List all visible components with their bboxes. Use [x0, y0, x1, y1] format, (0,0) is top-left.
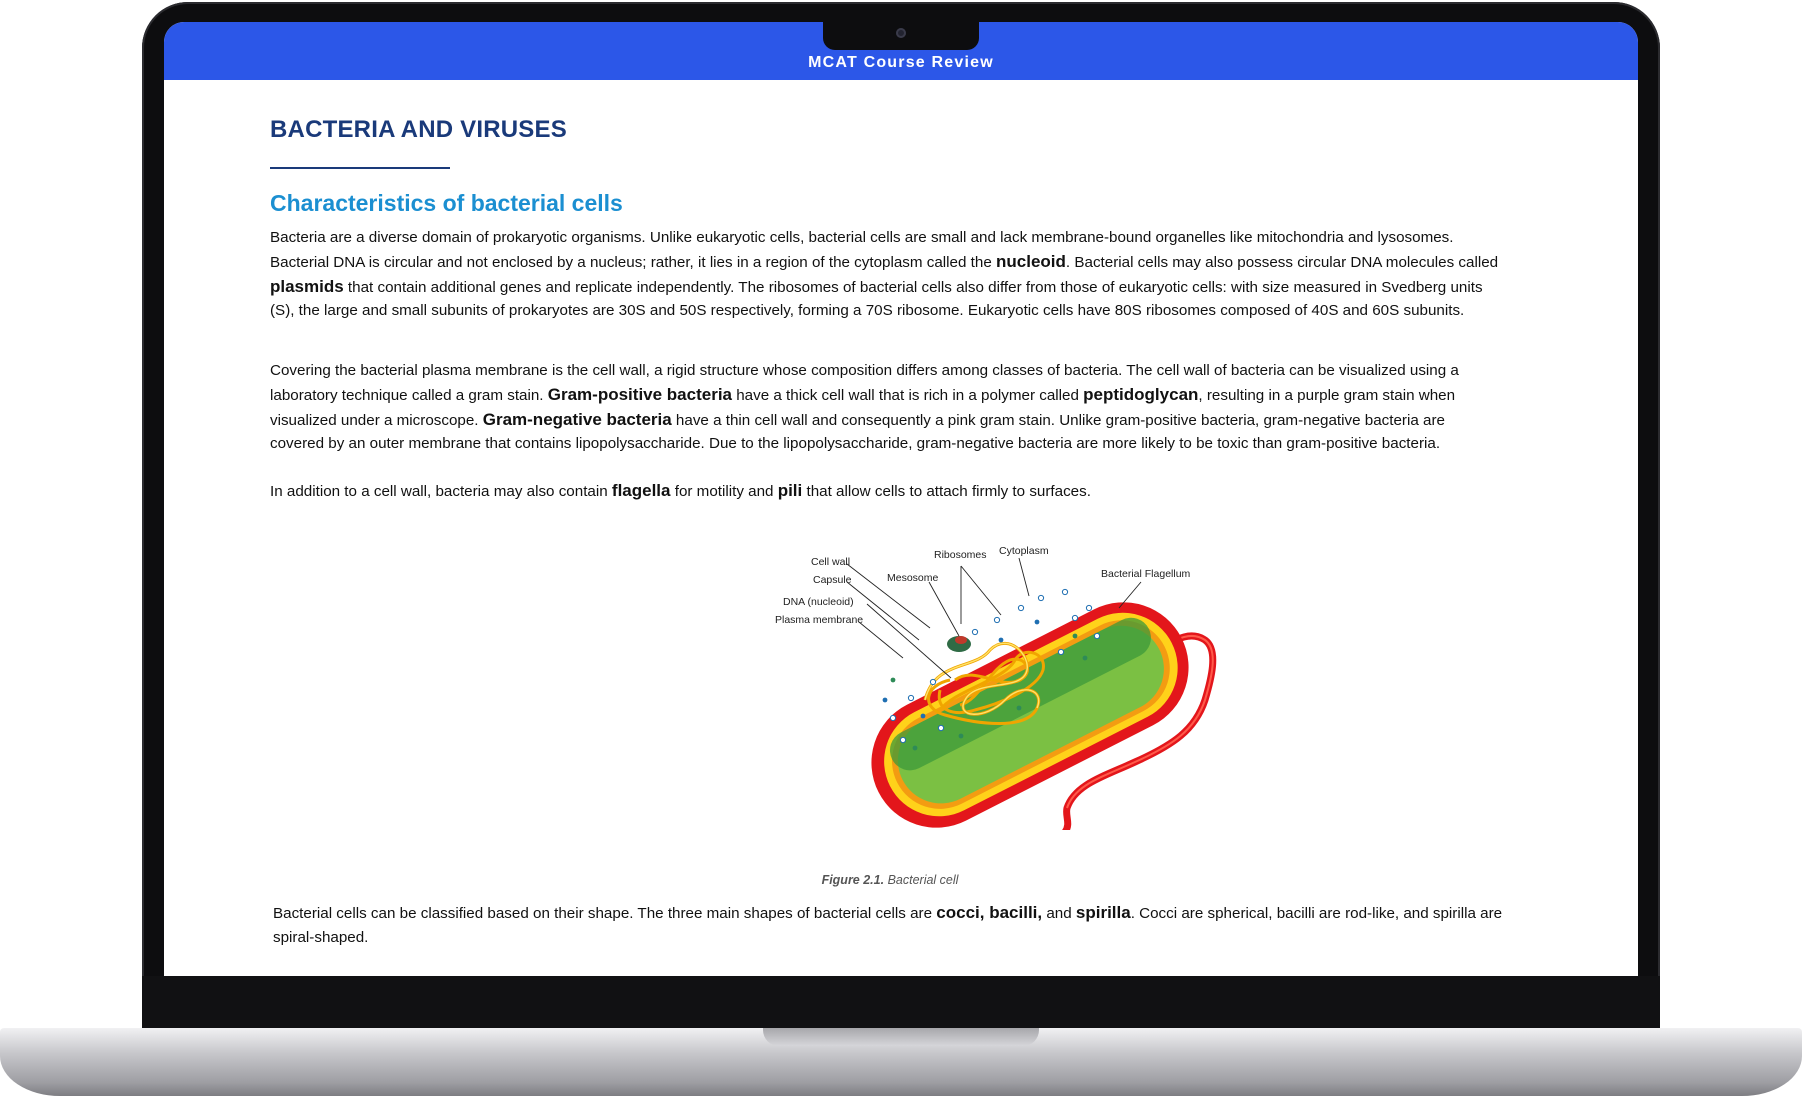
screen-notch [823, 21, 979, 50]
term-plasmids: plasmids [270, 276, 344, 296]
paragraph-text: for motility and [670, 483, 778, 500]
paragraph-text: , resulting in a purple gram stain when visualized under a microscope. [270, 386, 1456, 429]
paragraph-text: Covering the bacterial plasma membrane is the cell wall, a rigid structure whose composition differs among classes of bacteria. The cell wall of bacteria can be visualized using a laboratory technique called a gram stain. [270, 362, 1459, 404]
bacterial-cell-illustration [775, 540, 1275, 830]
paragraph-prokaryotes [270, 226, 1502, 323]
paragraph-text: . Cocci are spherical, bacilli are rod-like, and spirilla are spiral-shaped. [273, 905, 1503, 946]
term-peptidoglycan: peptidoglycan [1083, 384, 1199, 404]
paragraph-text: that allow cells to attach firmly to surfaces. [802, 483, 1091, 500]
screen [164, 22, 1638, 976]
term-nucleoid: nucleoid [996, 251, 1066, 271]
figure-caption-text: Bacterial cell [884, 873, 959, 887]
term-pili: pili [777, 481, 803, 500]
paragraph-text: and [1042, 905, 1076, 922]
app-title: MCAT Course Review [808, 54, 994, 71]
paragraph-text: have a thin cell wall and consequently a pink gram stain. Unlike gram-positive bacteria, gram-negative bacteria are covered by an outer membrane that contains lipopolysaccharide. Due to the lipopolysaccharide, gram-negative bacteria are more likely to be toxic than gram-positive bacteria. [270, 411, 1445, 453]
label-bacterial-flagellum: Bacterial Flagellum [1101, 568, 1191, 580]
paragraph-text: that contain additional genes and replicate independently. The ribosomes of bacterial cells also differ from those of eukaryotic cells: with size measured in Svedberg units (S), the large and small subunits of prokaryotes are 30S and 50S respectively, forming a 70S ribosome. Eukaryotic cells have 80S ribosomes composed of 40S and 60S subunits. [270, 278, 1483, 320]
paragraph-text: . Bacterial cells may also possess circular DNA molecules called [1065, 253, 1499, 271]
cell-body [849, 580, 1211, 830]
webcam-icon [896, 28, 906, 38]
paragraph-bacterial-shapes [273, 901, 1505, 950]
paragraph-flagella-pili [270, 479, 1502, 504]
paragraph-cell-wall [270, 359, 1502, 456]
label-capsule: Capsule [813, 574, 852, 586]
mesosome-core [955, 636, 967, 644]
paragraph-text: have a thick cell wall that is rich in a polymer called [732, 386, 1084, 404]
label-ribosomes: Ribosomes [934, 549, 987, 561]
label-mesosome: Mesosome [887, 572, 939, 584]
label-plasma-membrane: Plasma membrane [775, 614, 864, 626]
section-title: Characteristics of bacterial cells [270, 190, 623, 216]
bacterial-cell-figure [775, 540, 1275, 830]
label-dna-nucleoid: DNA (nucleoid) [783, 596, 854, 608]
term-gram-negative: Gram-negative bacteria [482, 409, 672, 429]
paragraph-text: Bacteria are a diverse domain of prokaryotic organisms. Unlike eukaryotic cells, bacterial cells are small and lack membrane-bound organelles like mitochondria and lysosomes. Bacterial DNA is circular and not enclosed by a nucleus; rather, it lies in a region of the cytoplasm called the [270, 229, 1454, 271]
term-flagella: flagella [611, 481, 671, 500]
laptop-bottom-bezel [142, 976, 1660, 1032]
term-spirilla: spirilla [1075, 903, 1131, 922]
label-cytoplasm: Cytoplasm [999, 545, 1049, 557]
paragraph-text: Bacterial cells can be classified based on their shape. The three main shapes of bacterial cells are [273, 905, 937, 922]
chapter-title: BACTERIA AND VIRUSES [270, 116, 567, 143]
term-gram-positive: Gram-positive bacteria [547, 384, 733, 404]
figure-caption [270, 873, 1510, 887]
figure-caption-label: Figure 2.1. [821, 873, 885, 887]
term-cocci-bacilli: cocci, bacilli, [936, 903, 1043, 922]
laptop-opening-notch [763, 1028, 1039, 1046]
paragraph-text: In addition to a cell wall, bacteria may also contain [270, 483, 612, 500]
chapter-title-underline [270, 167, 450, 169]
label-cell-wall: Cell wall [811, 556, 851, 568]
